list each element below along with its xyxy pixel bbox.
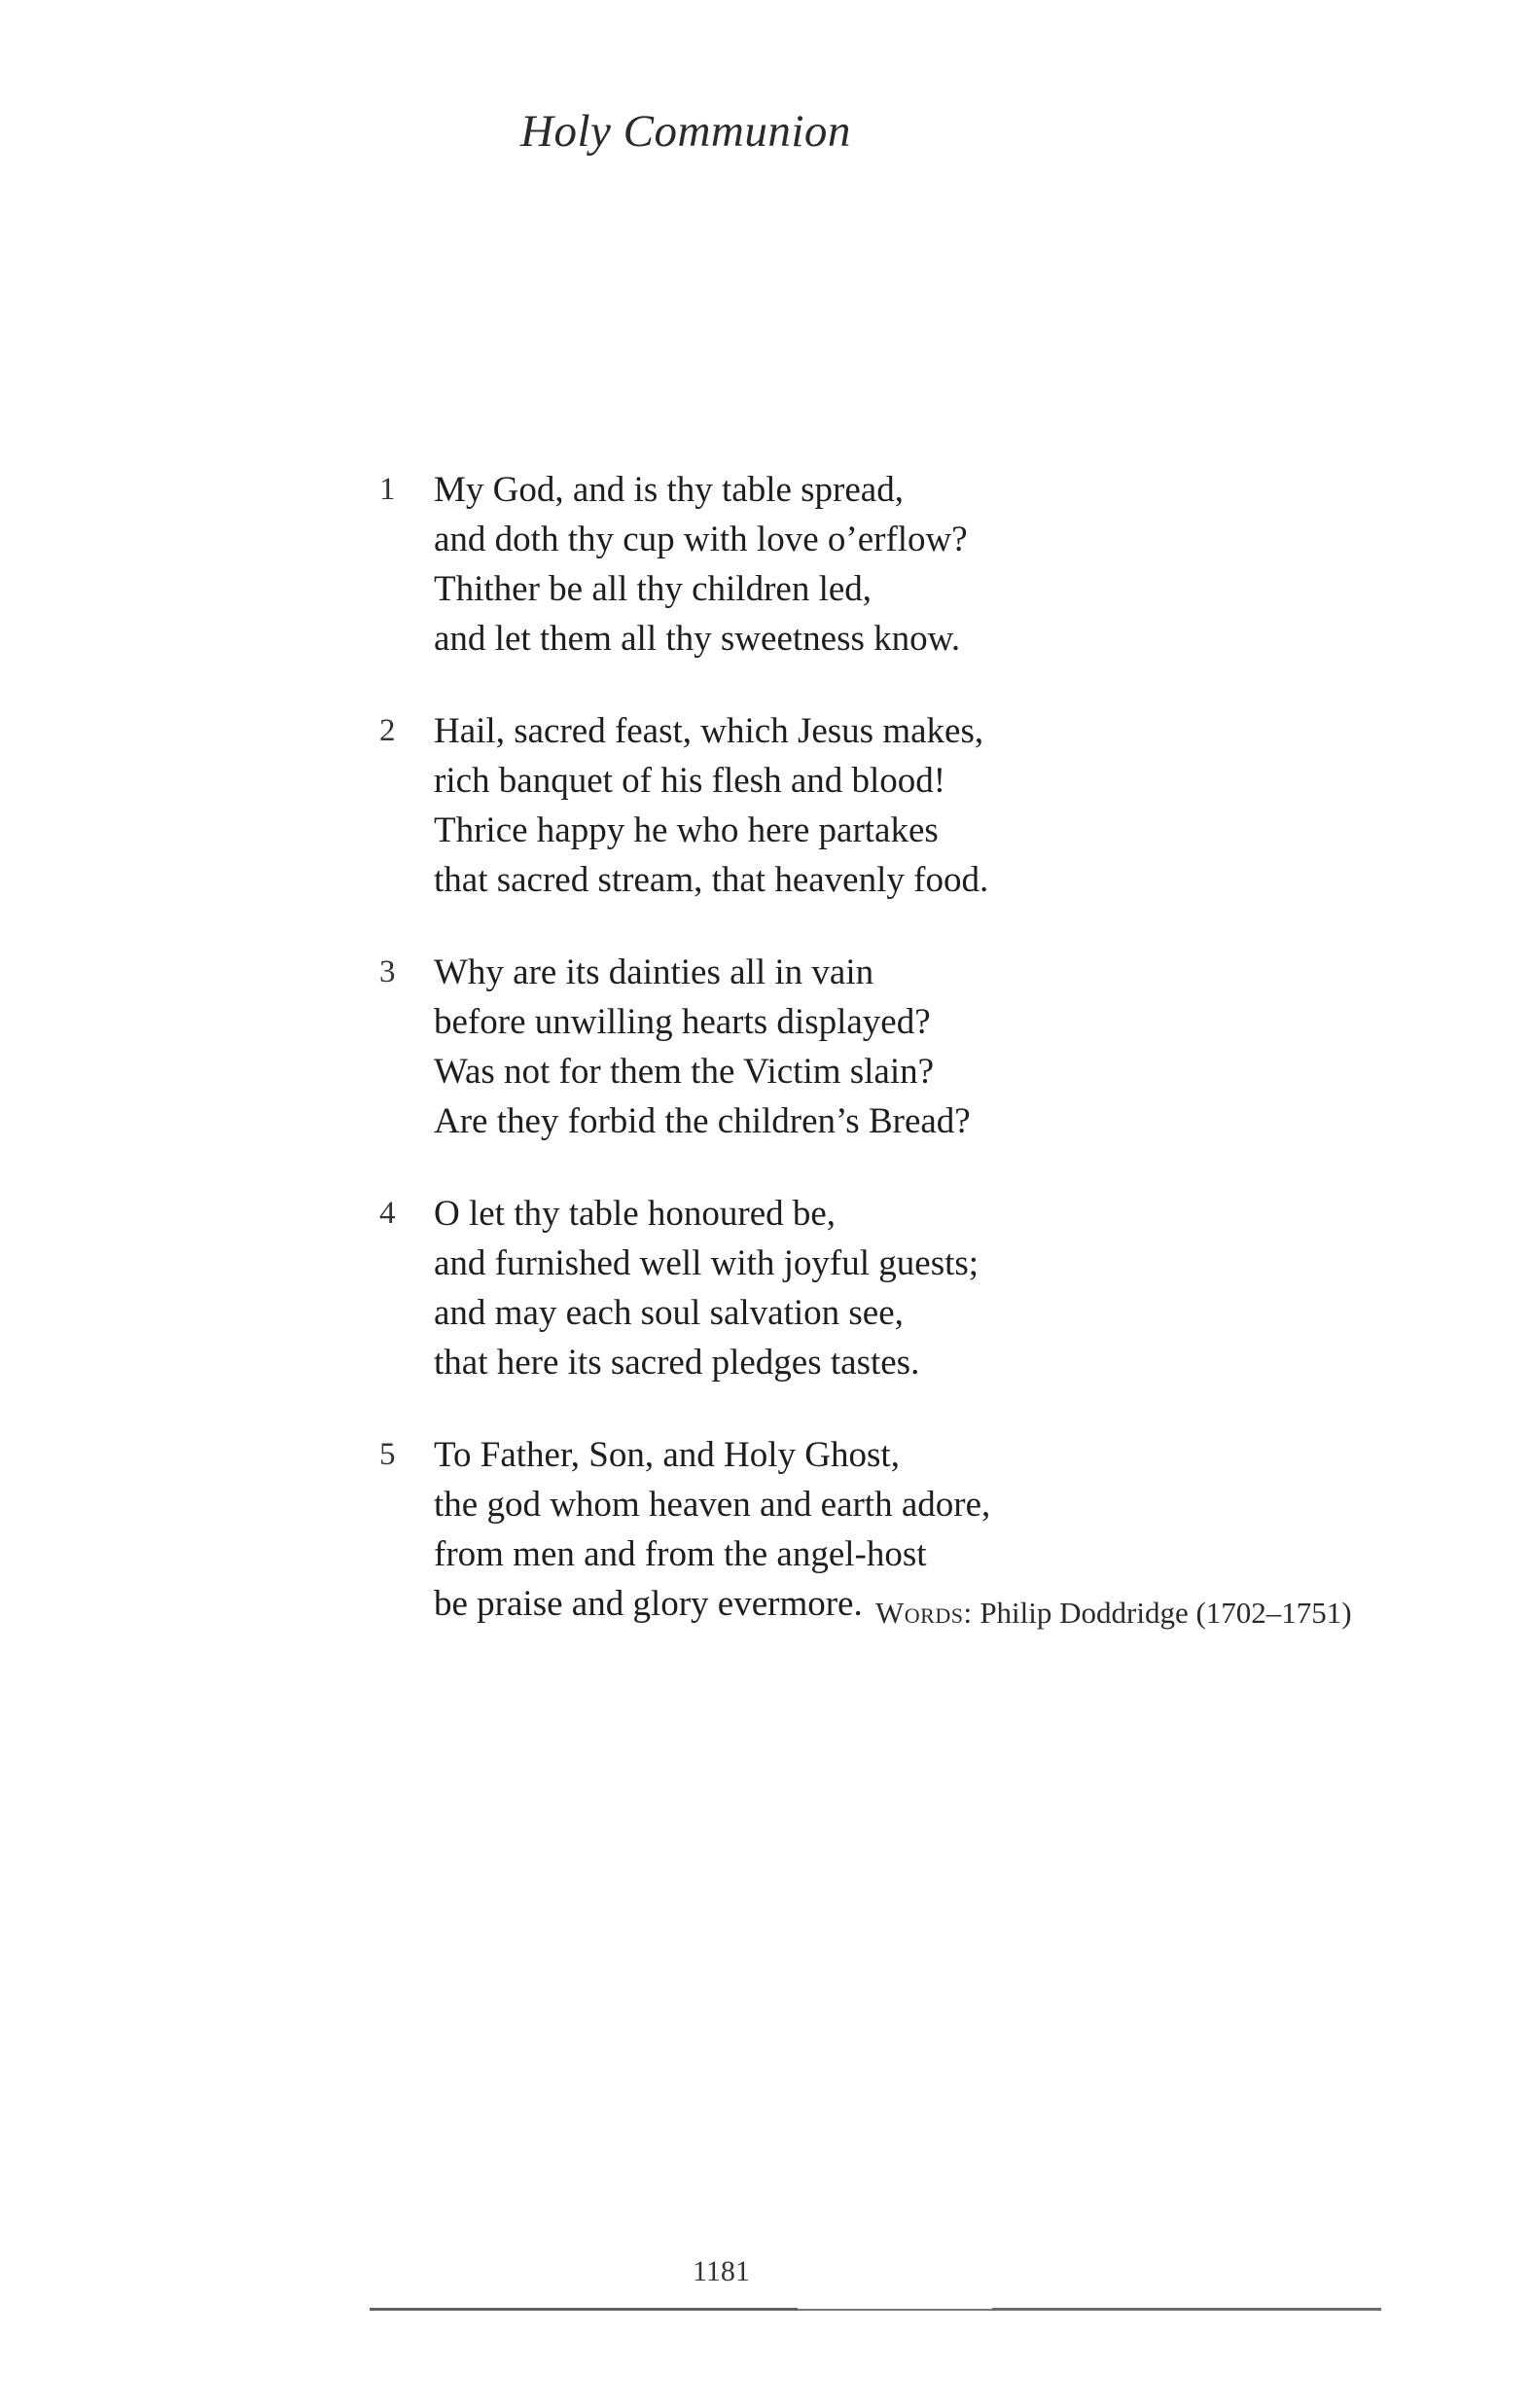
verse-line: and let them all thy sweetness know. <box>434 619 961 659</box>
verse-line: and furnished well with joyful guests; <box>434 1243 980 1283</box>
verse-line: To Father, Son, and Holy Ghost, <box>434 1435 900 1475</box>
verse-line: before unwilling hearts displayed? <box>434 1002 931 1042</box>
verse-line: the god whom heaven and earth adore, <box>434 1485 991 1525</box>
verse-line: from men and from the angel-host <box>434 1534 927 1574</box>
verse-number: 1 <box>379 472 396 507</box>
verse-number: 2 <box>379 713 396 748</box>
verse-4 <box>379 1189 1119 1387</box>
verse-line: Hail, sacred feast, which Jesus makes, <box>434 711 984 751</box>
footer-rule-left <box>370 2308 798 2311</box>
verse-line: My God, and is thy table spread, <box>434 470 904 510</box>
verse-line: Thither be all thy children led, <box>434 569 873 609</box>
verse-number: 3 <box>379 954 396 989</box>
verse-line: Why are its dainties all in vain <box>434 952 874 992</box>
verse-line: Was not for them the Victim slain? <box>434 1052 935 1092</box>
footer-rule-middle <box>798 2309 992 2311</box>
verse-line: O let thy table honoured be, <box>434 1194 837 1234</box>
credit-author: Philip Doddridge (1702–1751) <box>980 1596 1352 1630</box>
verse-line: Are they forbid the children’s Bread? <box>434 1101 971 1141</box>
page-number: 1181 <box>693 2255 750 2287</box>
verse-line: and may each soul salvation see, <box>434 1293 904 1333</box>
verse-line: that here its sacred pledges tastes. <box>434 1343 920 1383</box>
verse-line: that sacred stream, that heavenly food. <box>434 860 989 900</box>
words-credit <box>875 1596 1352 1631</box>
verse-2 <box>379 706 1119 905</box>
credit-label: Words: <box>875 1596 973 1630</box>
verse-line: be praise and glory evermore. <box>434 1584 863 1624</box>
section-title: Holy Communion <box>520 106 851 157</box>
verse-line: rich banquet of his flesh and blood! <box>434 761 946 801</box>
verse-3 <box>379 948 1119 1146</box>
verse-line: and doth thy cup with love o’erflow? <box>434 520 968 559</box>
verse-1 <box>379 465 1119 664</box>
footer-rule-right <box>992 2308 1381 2311</box>
verse-line: Thrice happy he who here partakes <box>434 810 939 850</box>
verse-number: 4 <box>379 1196 396 1231</box>
hymn-text <box>379 465 1119 1671</box>
verse-number: 5 <box>379 1437 396 1472</box>
